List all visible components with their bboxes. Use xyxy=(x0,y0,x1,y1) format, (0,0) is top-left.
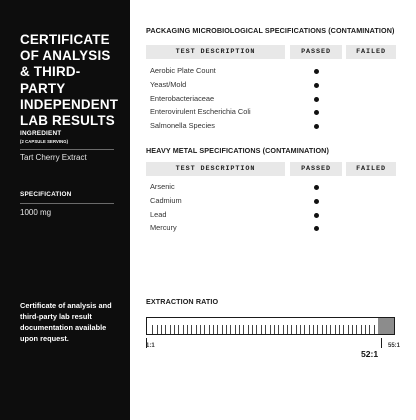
ratio-tick xyxy=(165,325,166,334)
heavy-passed-dot xyxy=(314,199,319,204)
ratio-tick xyxy=(274,325,275,334)
specification-value: 1000 mg xyxy=(20,208,52,217)
ratio-tick xyxy=(317,325,318,334)
ratio-tick xyxy=(183,325,184,334)
ratio-tick xyxy=(239,325,240,334)
divider xyxy=(20,203,114,204)
micro-passed-dot xyxy=(314,110,319,115)
ratio-tick xyxy=(161,325,162,334)
scale-max-label: 55:1 xyxy=(387,343,400,349)
ratio-tick xyxy=(243,325,244,334)
heavy-header-passed: PASSED xyxy=(290,162,342,176)
ingredient-value: Tart Cherry Extract xyxy=(20,153,87,162)
main-content xyxy=(146,0,400,420)
sidebar-title: CERTIFICATE OF ANALYSIS & THIRD-PARTY INDEPENDENT LAB RESULTS xyxy=(20,32,119,129)
ratio-tick xyxy=(313,325,314,334)
heavy-row-label: Cadmium xyxy=(150,195,182,205)
divider xyxy=(20,149,114,150)
ratio-tick xyxy=(235,325,236,334)
ratio-tick xyxy=(300,325,301,334)
ratio-tick xyxy=(326,325,327,334)
ratio-tick xyxy=(330,325,331,334)
extraction-ratio-value: 52:1 xyxy=(361,349,379,359)
ratio-tick xyxy=(196,325,197,334)
ratio-tick xyxy=(152,325,153,334)
ratio-tick xyxy=(170,325,171,334)
ratio-tick xyxy=(291,325,292,334)
ratio-tick xyxy=(265,325,266,334)
extraction-ratio-remainder xyxy=(378,318,394,334)
heavy-row-label: Mercury xyxy=(150,223,177,233)
ratio-tick xyxy=(283,325,284,334)
ratio-tick xyxy=(365,325,366,334)
availability-note: Certificate of analysis and third-party lab result documentation available upon request. xyxy=(20,301,112,343)
ratio-tick xyxy=(209,325,210,334)
ratio-tick xyxy=(287,325,288,334)
ratio-tick xyxy=(261,325,262,334)
specification-label: SPECIFICATION xyxy=(20,191,72,198)
micro-passed-dot xyxy=(314,124,319,129)
ratio-tick xyxy=(348,325,349,334)
ratio-tick xyxy=(178,325,179,334)
ratio-tick xyxy=(226,325,227,334)
heavy-passed-dot xyxy=(314,226,319,231)
ratio-tick xyxy=(157,325,158,334)
ratio-tick xyxy=(296,325,297,334)
ratio-tick xyxy=(230,325,231,334)
micro-row-label: Yeast/Mold xyxy=(150,79,187,89)
ratio-tick xyxy=(256,325,257,334)
ratio-tick xyxy=(335,325,336,334)
heavy-passed-dot xyxy=(314,213,319,218)
ratio-tick xyxy=(304,325,305,334)
ratio-tick xyxy=(369,325,370,334)
extraction-value-marker xyxy=(381,338,382,348)
ratio-tick xyxy=(352,325,353,334)
micro-header-failed: FAILED xyxy=(346,45,396,59)
ratio-tick xyxy=(270,325,271,334)
ratio-tick xyxy=(309,325,310,334)
scale-min-label: 1:1 xyxy=(146,343,155,349)
micro-passed-dot xyxy=(314,83,319,88)
ratio-tick xyxy=(204,325,205,334)
ratio-tick xyxy=(222,325,223,334)
micro-row-label: Aerobic Plate Count xyxy=(150,66,216,75)
ratio-tick xyxy=(278,325,279,334)
ratio-tick xyxy=(343,325,344,334)
ratio-tick xyxy=(361,325,362,334)
ratio-tick xyxy=(200,325,201,334)
sidebar xyxy=(0,0,130,420)
ratio-tick xyxy=(191,325,192,334)
ratio-tick xyxy=(356,325,357,334)
heavy-row-label: Lead xyxy=(150,209,167,219)
ratio-tick xyxy=(174,325,175,334)
ingredient-label-text: INGREDIENT xyxy=(20,130,62,137)
micro-header-passed: PASSED xyxy=(290,45,342,59)
extraction-ratio-bar xyxy=(146,317,395,335)
extraction-title: EXTRACTION RATIO xyxy=(146,297,219,306)
ratio-tick xyxy=(322,325,323,334)
heavy-passed-dot xyxy=(314,185,319,190)
ratio-tick xyxy=(374,325,375,334)
ingredient-label xyxy=(20,130,68,146)
micro-row-label: Enterobacteriaceae xyxy=(150,93,215,103)
ratio-tick xyxy=(248,325,249,334)
micro-passed-dot xyxy=(314,97,319,102)
micro-passed-dot xyxy=(314,69,319,74)
heavy-row-label: Arsenic xyxy=(150,182,175,191)
ratio-tick xyxy=(217,325,218,334)
heavy-header-failed: FAILED xyxy=(346,162,396,176)
micro-section-title: PACKAGING MICROBIOLOGICAL SPECIFICATIONS (CONTAMINATION) xyxy=(146,26,395,35)
micro-row-label: Enterovirulent Escherichia Coli xyxy=(150,107,251,117)
ratio-tick xyxy=(213,325,214,334)
ratio-tick xyxy=(339,325,340,334)
ratio-tick xyxy=(187,325,188,334)
heavy-section-title: HEAVY METAL SPECIFICATIONS (CONTAMINATION) xyxy=(146,146,329,155)
micro-header-test: TEST DESCRIPTION xyxy=(146,45,285,59)
ingredient-serving-note: (2 CAPSULE SERVING) xyxy=(20,139,69,144)
ratio-tick xyxy=(252,325,253,334)
micro-row-label: Salmonella Species xyxy=(150,121,215,131)
heavy-header-test: TEST DESCRIPTION xyxy=(146,162,285,176)
